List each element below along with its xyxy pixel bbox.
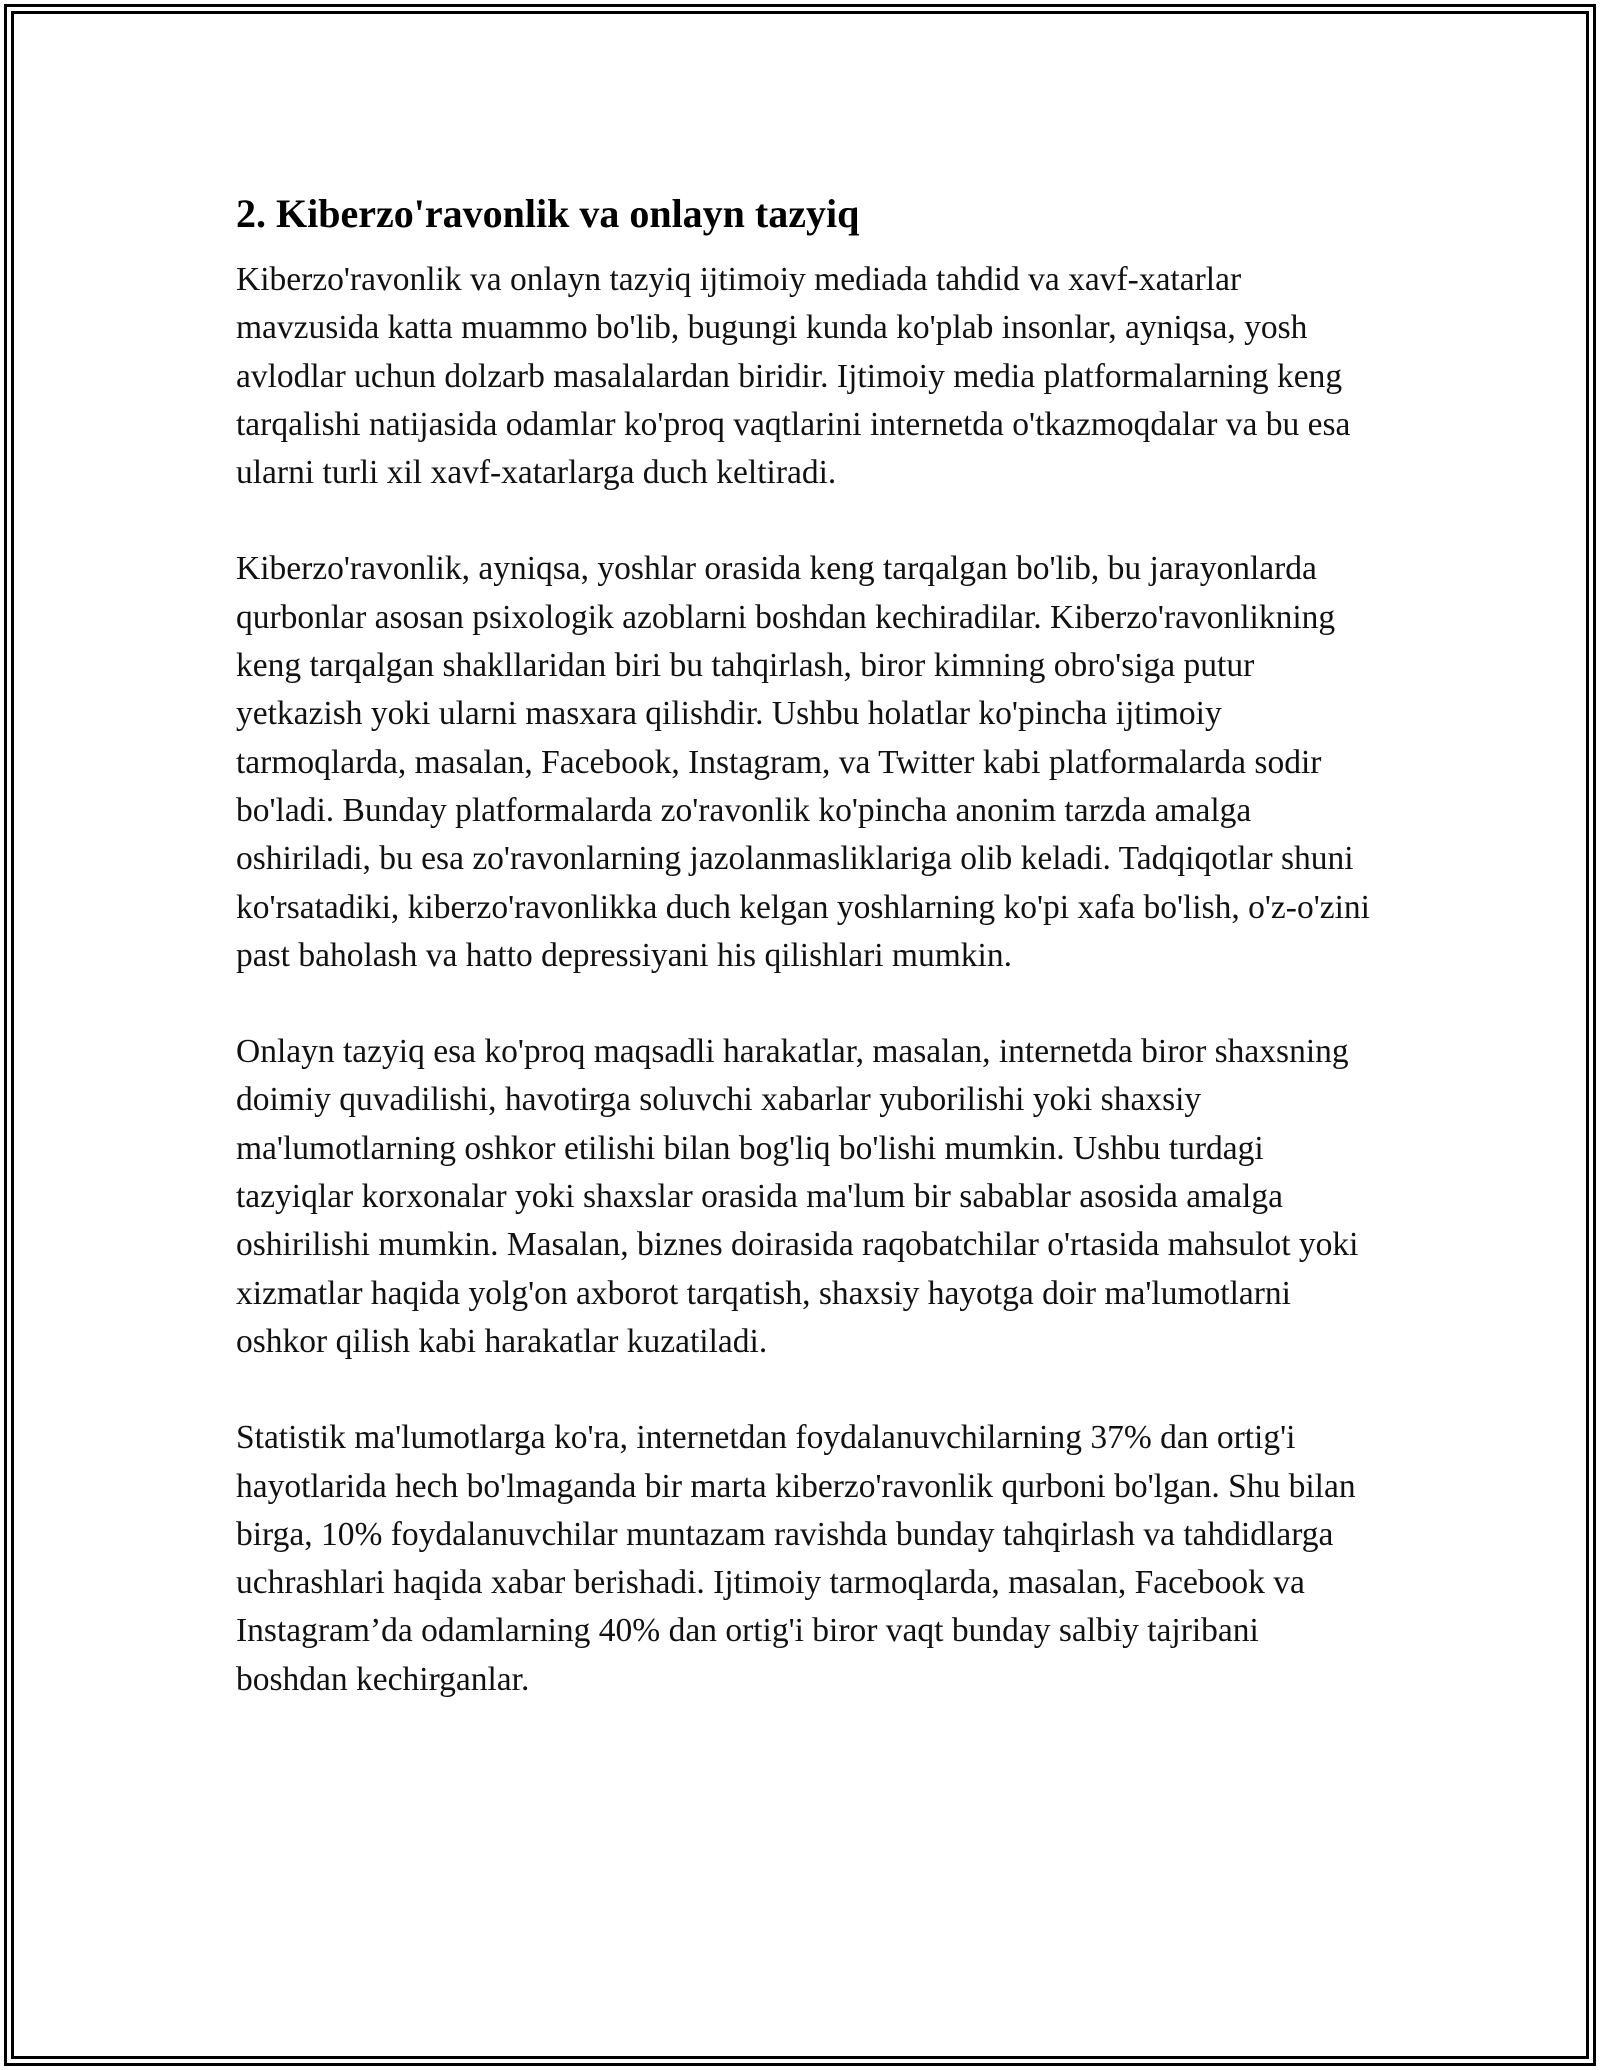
document-body bbox=[236, 188, 1376, 1752]
paragraph-cyberbullying: Kiberzo'ravonlik, ayniqsa, yoshlar orasida keng tarqalgan bo'lib, bu jarayonlarda qurbonlar asosan psixologik azoblarni boshdan kechiradilar. Kiberzo'ravonlikning keng tarqalgan shakllaridan biri bu tahqirlash, biror kimning obro'siga putur yetkazish yoki ularni masxara qilishdir. Ushbu holatlar ko'pincha ijtimoiy tarmoqlarda, masalan, Facebook, Instagram, va Twitter kabi platformalarda sodir bo'ladi. Bunday platformalarda zo'ravonlik ko'pincha anonim tarzda amalga oshiriladi, bu esa zo'ravonlarning jazolanmasliklariga olib keladi. Tadqiqotlar shuni ko'rsatadiki, kiberzo'ravonlikka duch kelgan yoshlarning ko'pi xafa bo'lish, o'z-o'zini past baholash va hatto depressiyani his qilishlari mumkin. bbox=[236, 550, 1370, 974]
paragraph-online-harassment: Onlayn tazyiq esa ko'proq maqsadli harakatlar, masalan, internetda biror shaxsning doimiy quvadilishi, havotirga soluvchi xabarlar yuborilishi yoki shaxsiy ma'lumotlarning oshkor etilishi bilan bog'liq bo'lishi mumkin. Ushbu turdagi tazyiqlar korxonalar yoki shaxslar orasida ma'lum bir sabablar asosida amalga oshirilishi mumkin. Masalan, biznes doirasida raqobatchilar o'rtasida mahsulot yoki xizmatlar haqida yolg'on axborot tarqatish, shaxsiy hayotga doir ma'lumotlarni oshkor qilish kabi harakatlar kuzatiladi. bbox=[236, 1033, 1359, 1360]
section-heading: 2. Kiberzo'ravonlik va onlayn tazyiq bbox=[236, 191, 860, 236]
paragraph-intro: Kiberzo'ravonlik va onlayn tazyiq ijtimoiy mediada tahdid va xavf-xatarlar mavzusida katta muammo bo'lib, bugungi kunda ko'plab insonlar, ayniqsa, yosh avlodlar uchun dolzarb masalalardan biridir. Ijtimoiy media platformalarning keng tarqalishi natijasida odamlar ko'proq vaqtlarini internetda o'tkazmoqdalar va bu esa ularni turli xil xavf-xatarlarga duch keltiradi. bbox=[236, 261, 1351, 492]
paragraph-statistics: Statistik ma'lumotlarga ko'ra, internetdan foydalanuvchilarning 37% dan ortig'i hayotlarida hech bo'lmaganda bir marta kiberzo'ravonlik qurboni bo'lgan. Shu bilan birga, 10% foydalanuvchilar muntazam ravishda bunday tahqirlash va tahdidlarga uchrashlari haqida xabar berishadi. Ijtimoiy tarmoqlarda, masalan, Facebook va Instagram’da odamlarning 40% dan ortig'i biror vaqt bunday salbiy tajribani boshdan kechirganlar. bbox=[236, 1419, 1356, 1698]
